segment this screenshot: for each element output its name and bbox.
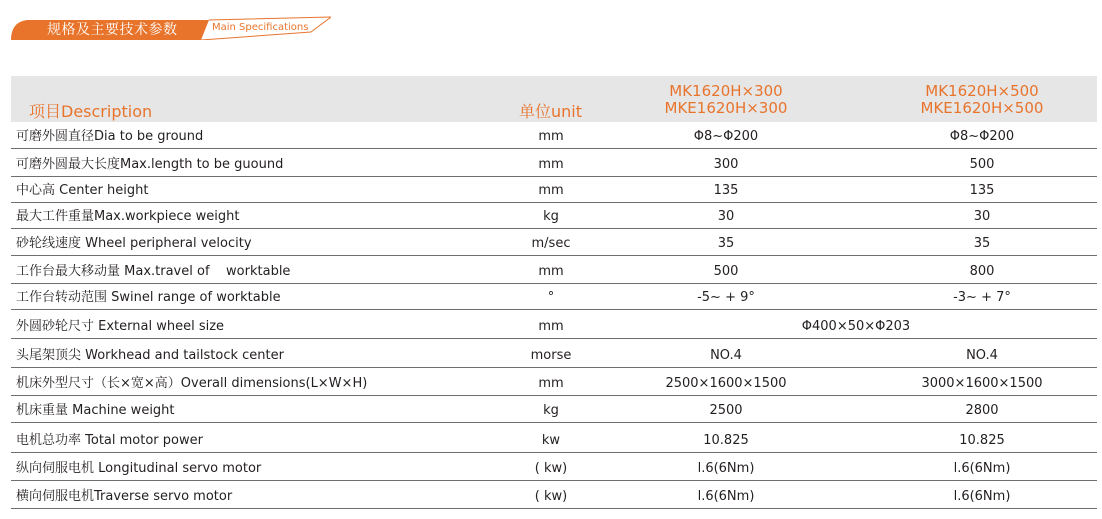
- cell-unit: ( kw): [534, 489, 568, 504]
- cell-unit: mm: [538, 129, 564, 144]
- cell-value-model-300: Φ8~Φ200: [693, 129, 759, 144]
- cell-value-model-500: 135: [969, 183, 995, 198]
- cell-unit: kw: [541, 433, 561, 448]
- cell-value-model-300: l.6(6Nm): [697, 489, 755, 504]
- cell-description: 可磨外圆直径Dia to be ground: [16, 129, 204, 144]
- cell-value-model-300: NO.4: [710, 348, 742, 363]
- header-model-300-line2: MKE1620H×300: [664, 99, 788, 117]
- table-row: [11, 229, 1097, 256]
- cell-description: 头尾架顶尖 Workhead and tailstock center: [16, 348, 284, 363]
- header-description: 项目Description: [29, 102, 153, 121]
- table-row: [11, 396, 1097, 423]
- cell-value-model-500: l.6(6Nm): [953, 489, 1011, 504]
- table-row: [11, 453, 1097, 481]
- table-row: [11, 177, 1097, 203]
- cell-value-model-500: -3~ + 7°: [953, 290, 1011, 305]
- cell-description: 砂轮线速度 Wheel peripheral velocity: [16, 236, 252, 251]
- header-model-300: [651, 83, 801, 117]
- cell-value-model-500: 30: [973, 209, 991, 224]
- table-row: [11, 310, 1097, 339]
- cell-value-model-300: 135: [713, 183, 739, 198]
- cell-unit: °: [547, 290, 555, 305]
- header-model-500-line1: MK1620H×500: [925, 82, 1039, 100]
- header-model-300-line1: MK1620H×300: [669, 82, 783, 100]
- cell-value-model-300: -5~ + 9°: [697, 290, 755, 305]
- header-unit: 单位unit: [519, 102, 583, 121]
- section-title-cn: 规格及主要技术参数: [47, 22, 178, 38]
- table-row: [11, 149, 1097, 177]
- cell-description: 横向伺服电机Traverse servo motor: [16, 489, 233, 504]
- table-row: [11, 339, 1097, 368]
- cell-unit: mm: [538, 183, 564, 198]
- cell-description: 电机总功率 Total motor power: [16, 433, 203, 448]
- cell-value-model-500: NO.4: [966, 348, 998, 363]
- table-row: [11, 423, 1097, 453]
- cell-value-model-500: 500: [969, 157, 995, 172]
- cell-unit: mm: [538, 319, 564, 334]
- cell-unit: m/sec: [531, 236, 571, 251]
- cell-unit: mm: [538, 376, 564, 391]
- header-model-500-line2: MKE1620H×500: [920, 99, 1044, 117]
- cell-description: 纵向伺服电机 Longitudinal servo motor: [16, 461, 262, 476]
- section-header-tab: [11, 14, 331, 40]
- cell-value-model-300: 30: [717, 209, 735, 224]
- cell-value-model-500: 3000×1600×1500: [921, 376, 1043, 391]
- cell-value-model-500: 2800: [965, 403, 999, 418]
- cell-unit: mm: [538, 264, 564, 279]
- header-model-500: [907, 83, 1057, 117]
- cell-unit: ( kw): [534, 461, 568, 476]
- cell-value-model-500: 800: [969, 264, 995, 279]
- cell-description: 机床重量 Machine weight: [16, 403, 175, 418]
- table-body: [11, 122, 1097, 509]
- cell-unit: mm: [538, 157, 564, 172]
- cell-description: 外圆砂轮尺寸 External wheel size: [16, 319, 225, 334]
- cell-value-model-500: l.6(6Nm): [953, 461, 1011, 476]
- cell-description: 工作台转动范围 Swinel range of worktable: [16, 290, 281, 305]
- cell-value-model-300: 500: [713, 264, 739, 279]
- section-title-en: Main Specifications: [212, 22, 309, 33]
- cell-description: 中心高 Center height: [16, 183, 149, 198]
- cell-unit: kg: [543, 403, 559, 418]
- cell-unit: kg: [543, 209, 559, 224]
- cell-description: 工作台最大移动量 Max.travel of worktable: [16, 264, 291, 279]
- cell-value-model-300: 10.825: [703, 433, 749, 448]
- cell-value-model-300: 35: [717, 236, 735, 251]
- table-row: [11, 284, 1097, 310]
- cell-value-model-500: Φ8~Φ200: [949, 129, 1015, 144]
- cell-value-model-300: 300: [713, 157, 739, 172]
- cell-value-model-300: 2500×1600×1500: [665, 376, 787, 391]
- cell-value-shared: Φ400×50×Φ203: [801, 319, 911, 334]
- cell-value-model-300: l.6(6Nm): [697, 461, 755, 476]
- table-row: [11, 122, 1097, 149]
- cell-description: 机床外型尺寸（长×宽×高）Overall dimensions(L×W×H): [16, 376, 368, 391]
- cell-value-model-500: 10.825: [959, 433, 1005, 448]
- cell-value-model-300: 2500: [709, 403, 743, 418]
- table-header: [11, 76, 1097, 122]
- table-row: [11, 203, 1097, 229]
- cell-description: 最大工件重量Max.workpiece weight: [16, 209, 240, 224]
- table-row: [11, 256, 1097, 284]
- table-row: [11, 368, 1097, 396]
- cell-value-model-500: 35: [973, 236, 991, 251]
- specifications-table: [11, 76, 1097, 509]
- cell-description: 可磨外圆最大长度Max.length to be guound: [16, 157, 284, 172]
- cell-unit: morse: [530, 348, 572, 363]
- table-row: [11, 481, 1097, 509]
